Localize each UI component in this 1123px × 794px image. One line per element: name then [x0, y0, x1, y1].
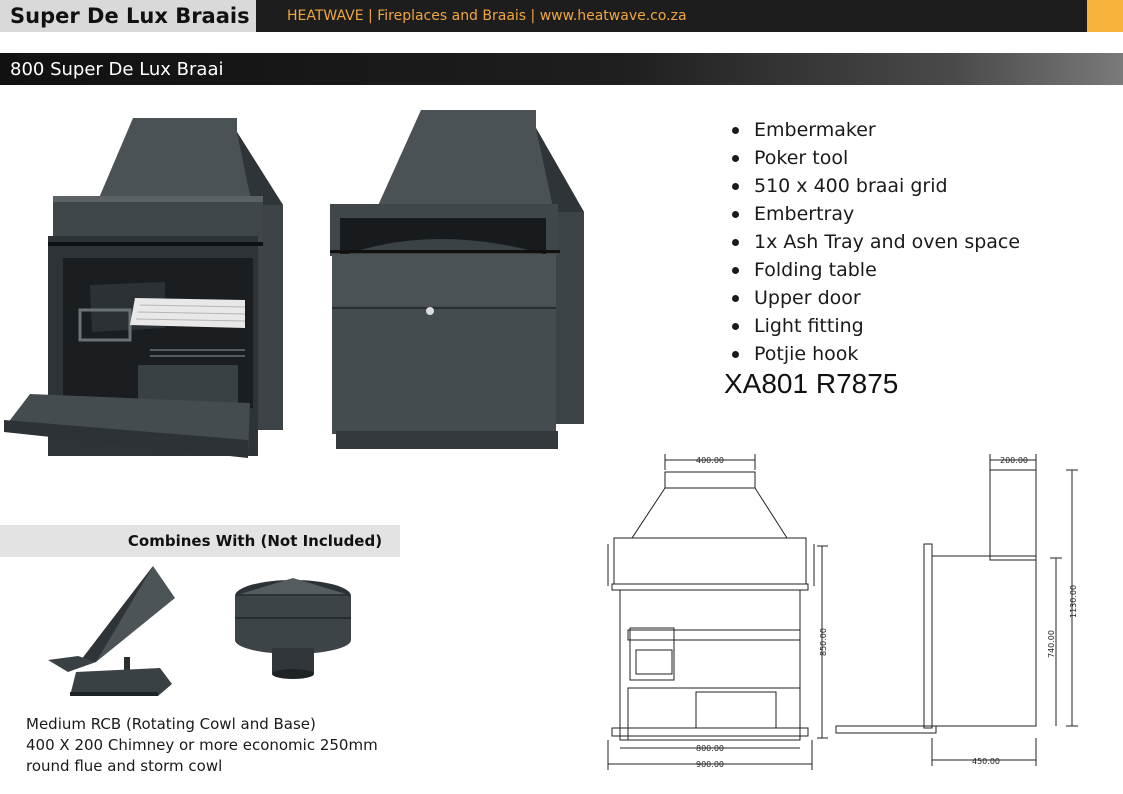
feature-item: Potjie hook — [730, 340, 1020, 368]
braai-open-image — [0, 110, 300, 470]
combines-description — [26, 714, 378, 777]
dim-depth: 450.00 — [972, 757, 1000, 766]
product-code-price: XA801 R7875 — [724, 368, 899, 399]
combines-heading: Combines With (Not Included) — [0, 525, 400, 557]
feature-item: Folding table — [730, 256, 1020, 284]
feature-list — [730, 116, 1020, 368]
dimension-drawing — [592, 448, 1112, 778]
product-title: 800 Super De Lux Braai — [0, 53, 1123, 85]
description-line: 400 X 200 Chimney or more economic 250mm — [26, 736, 378, 754]
description-line: Medium RCB (Rotating Cowl and Base) — [26, 715, 316, 733]
dim-front-height: 850.00 — [819, 628, 828, 656]
dim-inner-width: 800.00 — [696, 744, 724, 753]
feature-item: 1x Ash Tray and oven space — [730, 228, 1020, 256]
header-tagline: HEATWAVE | Fireplaces and Braais | www.heatwave.co.za — [287, 8, 687, 24]
dim-outer-width: 900.00 — [696, 760, 724, 769]
feature-item: Poker tool — [730, 144, 1020, 172]
dim-body-height: 740.00 — [1047, 630, 1056, 658]
feature-item: Embermaker — [730, 116, 1020, 144]
dim-total-height: 1130.00 — [1069, 584, 1078, 618]
storm-cowl-image — [228, 574, 358, 684]
feature-item: Embertray — [730, 200, 1020, 228]
dim-top-width: 400.00 — [696, 456, 724, 465]
dim-top-depth: 200.00 — [1000, 456, 1028, 465]
feature-item: 510 x 400 braai grid — [730, 172, 1020, 200]
braai-closed-image — [326, 106, 596, 466]
feature-item: Upper door — [730, 284, 1020, 312]
feature-item: Light fitting — [730, 312, 1020, 340]
brand-title: Super De Lux Braais — [0, 0, 256, 32]
description-line: round flue and storm cowl — [26, 757, 223, 775]
rotating-cowl-image — [38, 562, 183, 702]
accent-square — [1087, 0, 1123, 32]
